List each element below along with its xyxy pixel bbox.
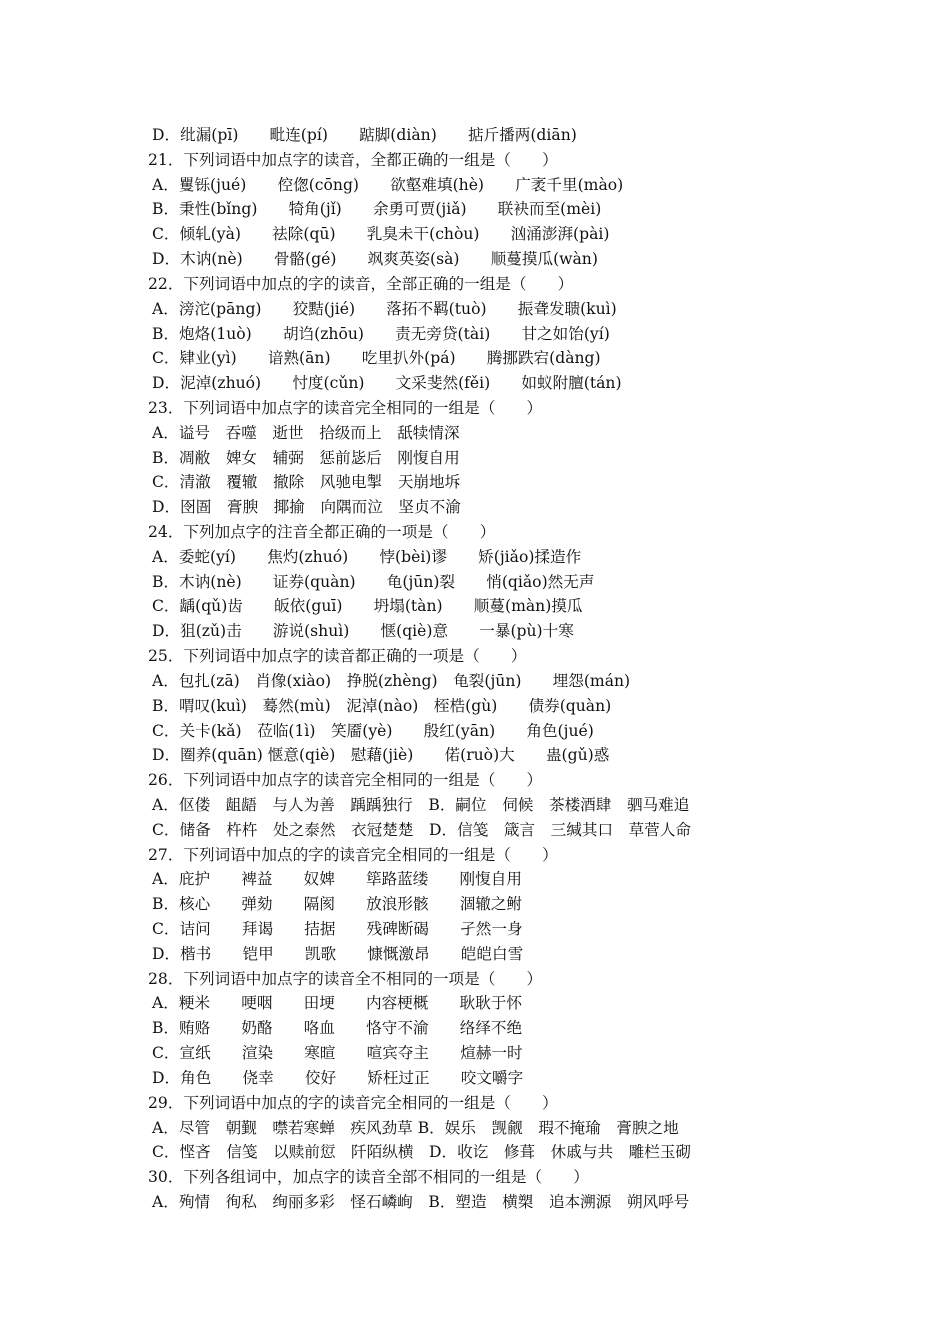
question-text-block	[148, 123, 928, 1215]
question-stem: 23．下列词语中加点字的读音完全相同的一组是（ ）	[148, 398, 543, 417]
answer-option: B．核心 弹劾 隔阂 放浪形骸 涸辙之鲋	[152, 895, 523, 914]
answer-option: C．诘问 拜谒 拮据 残碑断碣 孑然一身	[152, 920, 523, 938]
answer-option: A．矍铄(jué) 倥偬(cōng) 欲壑难填(hè) 广袤千里(mào)	[152, 175, 624, 194]
answer-option: A．伛偻 龃龉 与人为善 踽踽独行 B．嗣位 伺候 茶楼酒肆 驷马难追	[152, 795, 690, 814]
answer-option: A．尽管 朝觐 噤若寒蝉 疾风劲草 B．娱乐 觊觎 瑕不掩瑜 膏腴之地	[152, 1118, 679, 1137]
answer-option: B．木讷(nè) 证券(quàn) 龟(jūn)裂 悄(qiǎo)然无声	[152, 572, 595, 591]
answer-option: A．殉情 徇私 绚丽多彩 怪石嶙峋 B．塑造 横槊 追本溯源 朔风呼号	[152, 1192, 690, 1211]
answer-option: B．炮烙(1uò) 胡诌(zhōu) 责无旁贷(tài) 甘之如饴(yí)	[152, 324, 610, 343]
answer-option: D．圈养(quān) 惬意(qiè) 慰藉(jiè) 偌(ruò)大 蛊(gǔ)惑	[152, 746, 610, 765]
answer-option: A．粳米 哽咽 田埂 内容梗概 耿耿于怀	[152, 994, 522, 1013]
answer-option: B．喟叹(kuì) 蓦然(mù) 泥淖(nào) 桎梏(gù) 债券(quàn)	[152, 696, 612, 715]
question-stem: 25．下列词语中加点字的读音都正确的一项是（ ）	[148, 647, 527, 666]
answer-option: C．悭吝 信笺 以赎前愆 阡陌纵横 D．收讫 修葺 休戚与共 雕栏玉砌	[152, 1143, 692, 1162]
answer-option: C．肄业(yì) 谙熟(ān) 吃里扒外(pá) 腾挪跌宕(dàng)	[152, 349, 601, 368]
answer-option: C．龋(qǔ)齿 皈依(guī) 坍塌(tàn) 顺蔓(màn)摸瓜	[152, 597, 583, 616]
answer-option: A．谥号 吞噬 逝世 拾级而上 舐犊情深	[152, 423, 460, 442]
answer-option: D．木讷(nè) 骨骼(gé) 飒爽英姿(sà) 顺蔓摸瓜(wàn)	[152, 250, 598, 269]
question-stem: 27．下列词语中加点的字的读音完全相同的一组是（ ）	[148, 845, 558, 864]
answer-option: D．狙(zǔ)击 游说(shuì) 惬(qiè)意 一暴(pù)十寒	[152, 622, 574, 641]
answer-option: A．委蛇(yí) 焦灼(zhuó) 悖(bèi)谬 矫(jiǎo)揉造作	[152, 547, 582, 566]
answer-option: C．清澈 覆辙 撤除 风驰电掣 天崩地坼	[152, 473, 461, 492]
question-stem: 30．下列各组词中，加点字的读音全部不相同的一组是（ ）	[148, 1168, 589, 1187]
answer-option: A．包扎(zā) 肖像(xiào) 挣脱(zhèng) 龟裂(jūn) 埋怨(mán)	[152, 671, 631, 690]
answer-option: C．关卡(kǎ) 莅临(1ì) 笑靥(yè) 殷红(yān) 角色(jué)	[152, 721, 594, 740]
answer-option: C．储备 杵杵 处之泰然 衣冠楚楚 D．信笺 箴言 三缄其口 草菅人命	[152, 820, 692, 839]
answer-option: B．贿赂 奶酪 咯血 恪守不渝 络绎不绝	[152, 1019, 523, 1038]
answer-option: D．纰漏(pī) 毗连(pí) 踮脚(diàn) 掂斤播两(diān)	[152, 126, 577, 144]
answer-option: B．凋敝 婢女 辅弼 惩前毖后 刚愎自用	[152, 448, 460, 467]
answer-option: D．囹圄 膏腴 揶揄 向隅而泣 坚贞不渝	[152, 498, 461, 517]
question-stem: 26．下列词语中加点字的读音完全相同的一组是（ ）	[148, 771, 543, 790]
answer-option: A．滂沱(pāng) 狡黠(jié) 落拓不羁(tuò) 振聋发聩(kuì)	[152, 299, 617, 318]
question-stem: 24．下列加点字的注音全都正确的一项是（ ）	[148, 523, 496, 541]
answer-option: C．倾轧(yà) 祛除(qū) 乳臭未干(chòu) 汹涌澎湃(pài)	[152, 225, 610, 244]
question-stem: 21．下列词语中加点字的读音，全都正确的一组是（ ）	[148, 150, 558, 169]
question-stem: 28．下列词语中加点字的读音全不相同的一项是（ ）	[148, 969, 543, 988]
answer-option: A．庇护 裨益 奴婢 筚路蓝缕 刚愎自用	[152, 870, 522, 889]
answer-option: D．楷书 铠甲 凯歌 慷慨激昂 皑皑白雪	[152, 944, 524, 963]
answer-option: D．角色 侥幸 佼好 矫枉过正 咬文嚼字	[152, 1068, 524, 1087]
answer-option: B．秉性(bǐng) 犄角(jǐ) 余勇可贾(jiǎ) 联袂而至(mèi)	[152, 200, 602, 219]
answer-option: C．宣纸 渲染 寒暄 喧宾夺主 煊赫一时	[152, 1044, 523, 1063]
question-stem: 22．下列词语中加点的字的读音，全部正确的一组是（ ）	[148, 274, 574, 293]
question-stem: 29．下列词语中加点的字的读音完全相同的一组是（ ）	[148, 1093, 558, 1112]
answer-option: D．泥淖(zhuó) 忖度(cǔn) 文采斐然(fěi) 如蚁附膻(tán)	[152, 374, 622, 393]
